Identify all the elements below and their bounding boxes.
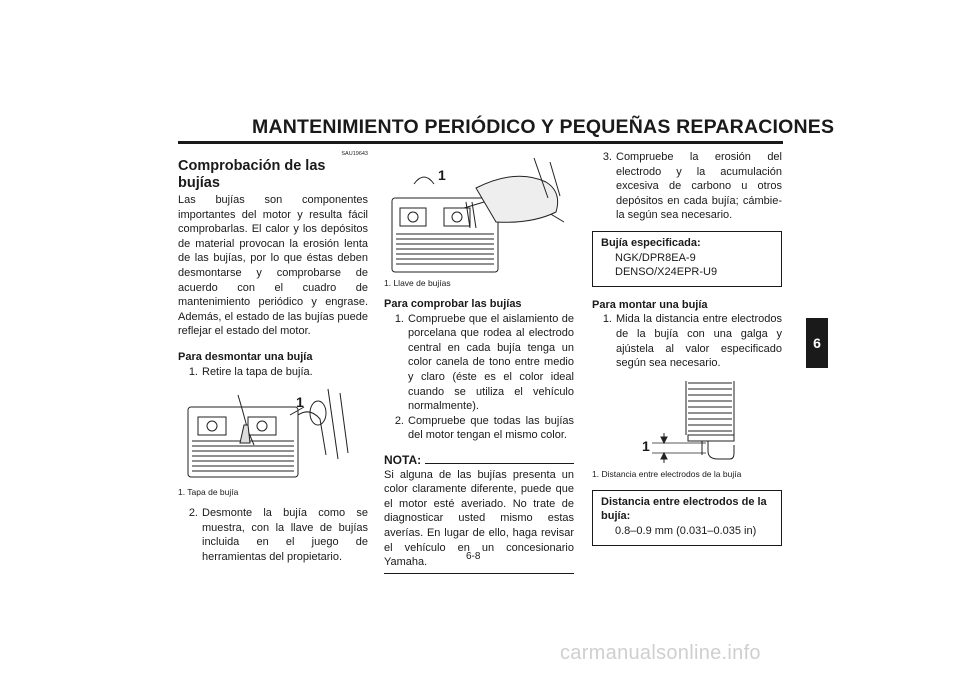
step-number: 3.: [602, 151, 612, 163]
spec-value: NGK/DPR8EA-9: [615, 251, 696, 264]
engine-cap-illustration: [178, 385, 368, 485]
chapter-tab: 6: [806, 318, 828, 368]
spark-plug-cap-figure: [178, 385, 368, 485]
column-3: [592, 150, 782, 546]
spec-value: 0.8–0.9 mm (0.031–0.035 in): [615, 524, 757, 537]
step-number: 1.: [188, 365, 198, 378]
step-text: Mida la distancia entre electrodos de la bujía con una galga y ajústela al valor especificado según sea necesario.: [616, 313, 782, 370]
list-item: [592, 150, 782, 223]
step-number: 2.: [394, 414, 404, 427]
title-rule: [178, 141, 783, 144]
step-text: Compruebe que todas las bujías del motor tengan el mismo color.: [408, 414, 574, 442]
figure-callout: 1: [642, 437, 650, 454]
step-number: 2.: [188, 507, 198, 520]
wrench-illustration: [384, 158, 574, 276]
remove-subtitle: Para desmontar una bujía: [178, 350, 313, 363]
section-code: SAU19643: [341, 151, 368, 157]
list-item: [384, 312, 574, 414]
list-item: [178, 506, 368, 564]
step-number: 1.: [602, 313, 612, 326]
figure-caption: 1. Tapa de bujía: [178, 487, 239, 498]
note-rule: [425, 463, 574, 464]
mount-subtitle: Para montar una bujía: [592, 298, 708, 311]
spec-box-spark-plug: [592, 231, 782, 287]
spark-plug-wrench-figure: [384, 158, 574, 276]
column-1: [178, 150, 368, 565]
step-text: Compruebe la erosión del electrodo y la acumulación excesiva de carbono u otros depósitos en cada bujía; cámbiela según sea necesario.: [616, 151, 782, 222]
note-text: Si alguna de las bujías presenta un color claramente diferente, puede que el motor esté averiado. No trate de diagnosticar usted mismo estas averías. En lugar de ello, haga revisar el vehículo en un concesionario Yamaha.: [384, 468, 574, 569]
intro-paragraph: Las bujías son componentes importantes del motor y resulta fácil comprobarlas. El calor y los depósitos de material provocan la erosión lenta de las bujías, por lo que éstas deben desmontarse y comprobarse de acuerdo con el cuadro de mantenimiento periódico y engrase. Además, el estado de las bujías puede reflejar el estado del motor.: [178, 194, 368, 338]
spec-title: Distancia entre electrodos de la bujía:: [601, 495, 767, 523]
figure-callout: 1: [438, 167, 446, 183]
figure-caption: 1. Distancia entre electrodos de la bujía: [592, 468, 742, 479]
spark-plug-gap-illustration: [592, 377, 782, 467]
step-text: Desmonte la bujía como se muestra, con la llave de bujías incluida en el juego de herramientas del propietario.: [202, 507, 368, 563]
list-item: [178, 365, 368, 380]
figure-caption: 1. Llave de bujías: [384, 278, 451, 288]
spec-box-electrode-gap: [592, 490, 782, 546]
check-subtitle: Para comprobar las bujías: [384, 298, 522, 310]
step-text: Retire la tapa de bujía.: [202, 365, 313, 378]
list-item: [592, 312, 782, 370]
step-number: 1.: [394, 312, 404, 325]
electrode-gap-figure: [592, 377, 782, 467]
spec-title: Bujía especificada:: [601, 236, 701, 249]
watermark: carmanualsonline.info: [560, 642, 761, 664]
note-heading: [384, 453, 574, 468]
column-2: [384, 158, 574, 574]
page-title: MANTENIMIENTO PERIÓDICO Y PEQUEÑAS REPARACIONES: [252, 116, 835, 138]
step-text: Compruebe que el aislamiento de porcelana que rodea al electrodo central en cada bujía tenga un color canela de tono entre medio y claro (éste es el color ideal cuando se utiliza el vehículo normalmente).: [408, 312, 574, 413]
section-title: Comprobación de las bujías: [178, 158, 326, 191]
note-label: NOTA:: [384, 452, 422, 467]
note-end-rule: [384, 573, 574, 574]
list-item: [384, 414, 574, 443]
page-number: 6-8: [466, 551, 481, 562]
figure-callout: 1: [296, 394, 304, 411]
spec-value: DENSO/X24EPR-U9: [615, 266, 718, 279]
